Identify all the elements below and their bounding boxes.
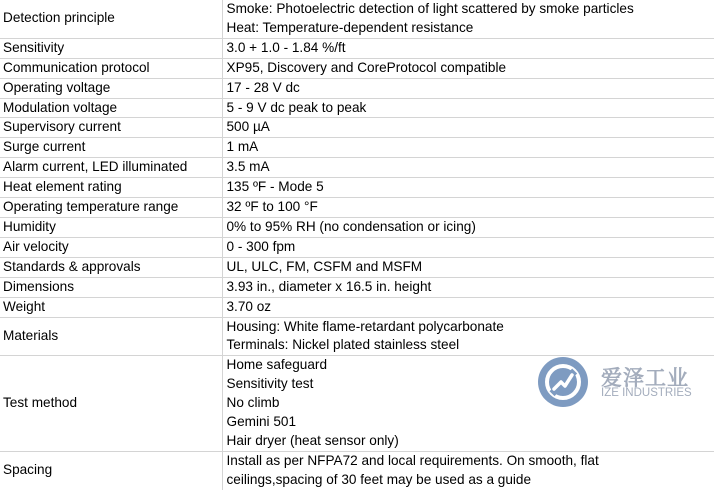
spec-row xyxy=(0,317,714,356)
spec-row xyxy=(0,98,714,118)
spec-value-line: 0% to 95% RH (no condensation or icing) xyxy=(227,218,714,237)
spec-row xyxy=(0,198,714,218)
spec-value-line: ceilings,spacing of 30 feet may be used as a guide xyxy=(227,471,714,490)
spec-value-line: 500 µA xyxy=(227,118,714,137)
spec-label: Supervisory current xyxy=(0,118,222,138)
spec-label: Communication protocol xyxy=(0,58,222,78)
spec-value-line: Install as per NFPA72 and local requirements. On smooth, flat xyxy=(227,452,714,471)
spec-value-line: 135 ºF - Mode 5 xyxy=(227,178,714,197)
spec-value-line: 3.0 + 1.0 - 1.84 %/ft xyxy=(227,39,714,58)
spec-label: Modulation voltage xyxy=(0,98,222,118)
spec-row xyxy=(0,118,714,138)
spec-row xyxy=(0,158,714,178)
spec-label: Detection principle xyxy=(0,0,222,38)
spec-value-line: 0 - 300 fpm xyxy=(227,238,714,257)
spec-label: Standards & approvals xyxy=(0,257,222,277)
spec-value-line: 3.70 oz xyxy=(227,298,714,317)
spec-value xyxy=(222,38,714,58)
spec-value xyxy=(222,356,714,452)
spec-label: Sensitivity xyxy=(0,38,222,58)
spec-value xyxy=(222,98,714,118)
spec-value-line: 3.93 in., diameter x 16.5 in. height xyxy=(227,278,714,297)
spec-value-line: 1 mA xyxy=(227,138,714,157)
spec-label: Spacing xyxy=(0,451,222,489)
spec-label: Test method xyxy=(0,356,222,452)
spec-label: Humidity xyxy=(0,217,222,237)
spec-value-line: 3.5 mA xyxy=(227,158,714,177)
spec-value-line: 5 - 9 V dc peak to peak xyxy=(227,99,714,118)
spec-label: Alarm current, LED illuminated xyxy=(0,158,222,178)
spec-value xyxy=(222,451,714,489)
spec-label: Materials xyxy=(0,317,222,356)
spec-value-line: XP95, Discovery and CoreProtocol compatible xyxy=(227,59,714,78)
spec-row xyxy=(0,277,714,297)
spec-row xyxy=(0,58,714,78)
spec-value xyxy=(222,317,714,356)
spec-value-line: 32 ºF to 100 °F xyxy=(227,198,714,217)
spec-label: Surge current xyxy=(0,138,222,158)
spec-label: Weight xyxy=(0,297,222,317)
spec-row xyxy=(0,356,714,452)
spec-label: Operating temperature range xyxy=(0,198,222,218)
spec-value-line: Hair dryer (heat sensor only) xyxy=(227,432,714,451)
spec-label: Dimensions xyxy=(0,277,222,297)
spec-row xyxy=(0,178,714,198)
spec-label: Heat element rating xyxy=(0,178,222,198)
spec-value-line: No climb xyxy=(227,394,714,413)
spec-label: Air velocity xyxy=(0,237,222,257)
spec-value-line: Smoke: Photoelectric detection of light scattered by smoke particles xyxy=(227,0,714,19)
spec-value xyxy=(222,138,714,158)
spec-value xyxy=(222,178,714,198)
spec-value-line: Sensitivity test xyxy=(227,375,714,394)
spec-value xyxy=(222,237,714,257)
spec-value-line: 17 - 28 V dc xyxy=(227,79,714,98)
spec-value xyxy=(222,277,714,297)
spec-value xyxy=(222,0,714,38)
spec-row xyxy=(0,297,714,317)
spec-value-line: Gemini 501 xyxy=(227,413,714,432)
spec-row xyxy=(0,451,714,489)
spec-value-line: UL, ULC, FM, CSFM and MSFM xyxy=(227,258,714,277)
spec-label: Operating voltage xyxy=(0,78,222,98)
spec-value-line: Housing: White flame-retardant polycarbonate xyxy=(227,318,714,337)
spec-value xyxy=(222,217,714,237)
spec-value-line: Heat: Temperature-dependent resistance xyxy=(227,19,714,38)
spec-value xyxy=(222,158,714,178)
spec-value-line: Terminals: Nickel plated stainless steel xyxy=(227,336,714,355)
spec-value xyxy=(222,297,714,317)
spec-value xyxy=(222,198,714,218)
spec-row xyxy=(0,138,714,158)
spec-row xyxy=(0,217,714,237)
spec-value-line: Home safeguard xyxy=(227,356,714,375)
spec-value xyxy=(222,257,714,277)
spec-row xyxy=(0,257,714,277)
watermark-cn-text: 爱泽工业 xyxy=(601,362,689,392)
spec-row xyxy=(0,78,714,98)
spec-row xyxy=(0,237,714,257)
spec-value xyxy=(222,58,714,78)
spec-value xyxy=(222,118,714,138)
watermark-en-text: IZE INDUSTRIES xyxy=(601,387,692,399)
spec-row xyxy=(0,0,714,38)
spec-row xyxy=(0,38,714,58)
spec-value xyxy=(222,78,714,98)
